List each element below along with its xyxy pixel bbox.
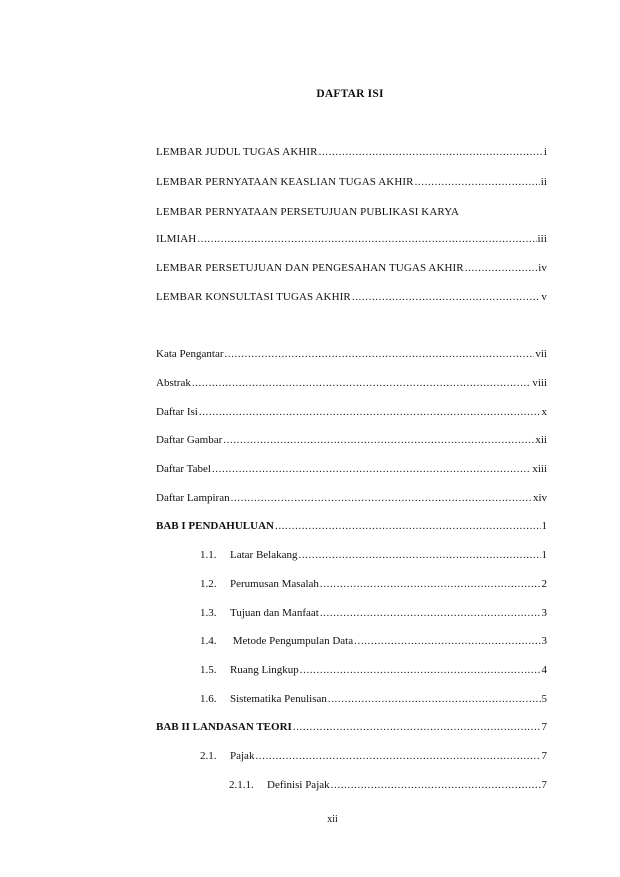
toc-entry-label: Tujuan dan Manfaat xyxy=(230,607,319,619)
leader-dots xyxy=(415,176,540,188)
leader-dots xyxy=(223,434,534,446)
leader-dots xyxy=(255,750,540,762)
toc-entry-label: Latar Belakang xyxy=(230,549,298,561)
toc-entry-label: BAB II LANDASAN TEORI xyxy=(156,721,292,733)
leader-dots xyxy=(192,377,532,389)
toc-entry xyxy=(156,434,547,446)
toc-section-entry xyxy=(200,578,547,590)
toc-entry xyxy=(156,291,547,303)
toc-entry-label: LEMBAR JUDUL TUGAS AKHIR xyxy=(156,146,318,158)
toc-entry-page: xiv xyxy=(532,492,547,504)
leader-dots xyxy=(231,492,532,504)
toc-entry-page: x xyxy=(541,406,547,418)
toc-section-number: 2.1.1. xyxy=(229,779,254,791)
leader-dots xyxy=(199,406,541,418)
toc-entry-page: iii xyxy=(537,233,547,245)
toc-entry-label: LEMBAR PERNYATAAN KEASLIAN TUGAS AKHIR xyxy=(156,176,414,188)
toc-entry xyxy=(156,377,547,389)
toc-entry xyxy=(156,463,547,475)
leader-dots xyxy=(352,291,541,303)
toc-section-number: 2.1. xyxy=(200,750,217,762)
toc-section-number: 1.5. xyxy=(200,664,217,676)
toc-entry xyxy=(156,146,547,158)
toc-entry-page: i xyxy=(543,146,547,158)
toc-entry-page: ii xyxy=(540,176,547,188)
toc-entry xyxy=(156,176,547,188)
toc-entry-label-line1: LEMBAR PERNYATAAN PERSETUJUAN PUBLIKASI KARYA xyxy=(156,206,460,218)
leader-dots xyxy=(225,348,535,360)
toc-entry-label: LEMBAR PERSETUJUAN DAN PENGESAHAN TUGAS AKHIR xyxy=(156,262,464,274)
leader-dots xyxy=(320,607,541,619)
toc-section-entry xyxy=(200,693,547,705)
toc-entry-page: vii xyxy=(535,348,547,360)
toc-entry xyxy=(156,348,547,360)
toc-entry-label: Daftar Tabel xyxy=(156,463,211,475)
toc-section-entry xyxy=(200,607,547,619)
toc-entry xyxy=(156,406,547,418)
toc-entry-label: BAB I PENDAHULUAN xyxy=(156,520,274,532)
leader-dots xyxy=(328,693,541,705)
toc-entry-label: Metode Pengumpulan Data xyxy=(230,635,354,647)
toc-entry-page: xiii xyxy=(532,463,547,475)
toc-section-entry xyxy=(200,635,547,647)
toc-entry-page: 5 xyxy=(541,693,547,705)
toc-entry-page: 7 xyxy=(541,779,547,791)
leader-dots xyxy=(197,233,536,245)
toc-entry-label: Definisi Pajak xyxy=(267,779,330,791)
leader-dots xyxy=(354,635,540,647)
toc-entry-label: Sistematika Penulisan xyxy=(230,693,327,705)
toc-section-number: 1.6. xyxy=(200,693,217,705)
toc-entry-label: Daftar Gambar xyxy=(156,434,223,446)
toc-section-entry xyxy=(200,750,547,762)
toc-entry-label: Kata Pengantar xyxy=(156,348,224,360)
toc-entry-page: 1 xyxy=(541,520,547,532)
leader-dots xyxy=(331,779,541,791)
toc-section-entry xyxy=(200,664,547,676)
toc-entry-label: ILMIAH xyxy=(156,233,197,245)
toc-section-entry xyxy=(200,549,547,561)
toc-section-number: 1.2. xyxy=(200,578,217,590)
toc-section-number: 1.4. xyxy=(200,635,217,647)
toc-entry-label: Perumusan Masalah xyxy=(230,578,319,590)
toc-entry-label: Daftar Isi xyxy=(156,406,198,418)
leader-dots xyxy=(299,549,541,561)
toc-subsection-entry xyxy=(229,779,547,791)
toc-entry-page: 7 xyxy=(541,721,547,733)
toc-section-number: 1.1. xyxy=(200,549,217,561)
toc-entry-page: 4 xyxy=(541,664,547,676)
toc-entry-page: v xyxy=(541,291,547,303)
page-number: xii xyxy=(327,814,338,825)
toc-entry-page: viii xyxy=(532,377,547,389)
toc-chapter-entry xyxy=(156,520,547,532)
toc-entry-page: 7 xyxy=(541,750,547,762)
toc-entry-page: 3 xyxy=(541,635,547,647)
toc-entry-label: Pajak xyxy=(230,750,255,762)
leader-dots xyxy=(465,262,537,274)
toc-entry xyxy=(156,262,547,274)
toc-entry-label: Abstrak xyxy=(156,377,191,389)
leader-dots xyxy=(319,146,543,158)
leader-dots xyxy=(275,520,541,532)
toc-entry-page: iv xyxy=(538,262,547,274)
leader-dots xyxy=(320,578,541,590)
toc-section-number: 1.3. xyxy=(200,607,217,619)
toc-entry xyxy=(156,492,547,504)
leader-dots xyxy=(300,664,541,676)
leader-dots xyxy=(212,463,531,475)
toc-entry-page: 1 xyxy=(541,549,547,561)
toc-entry-page: xii xyxy=(535,434,547,446)
toc-entry-label: LEMBAR KONSULTASI TUGAS AKHIR xyxy=(156,291,351,303)
toc-chapter-entry xyxy=(156,721,547,733)
toc-entry-page: 2 xyxy=(541,578,547,590)
toc-entry-label: Ruang Lingkup xyxy=(230,664,299,676)
leader-dots xyxy=(293,721,541,733)
page-title: DAFTAR ISI xyxy=(316,88,384,100)
toc-entry-label: Daftar Lampiran xyxy=(156,492,230,504)
toc-entry xyxy=(156,233,547,245)
toc-entry-page: 3 xyxy=(541,607,547,619)
